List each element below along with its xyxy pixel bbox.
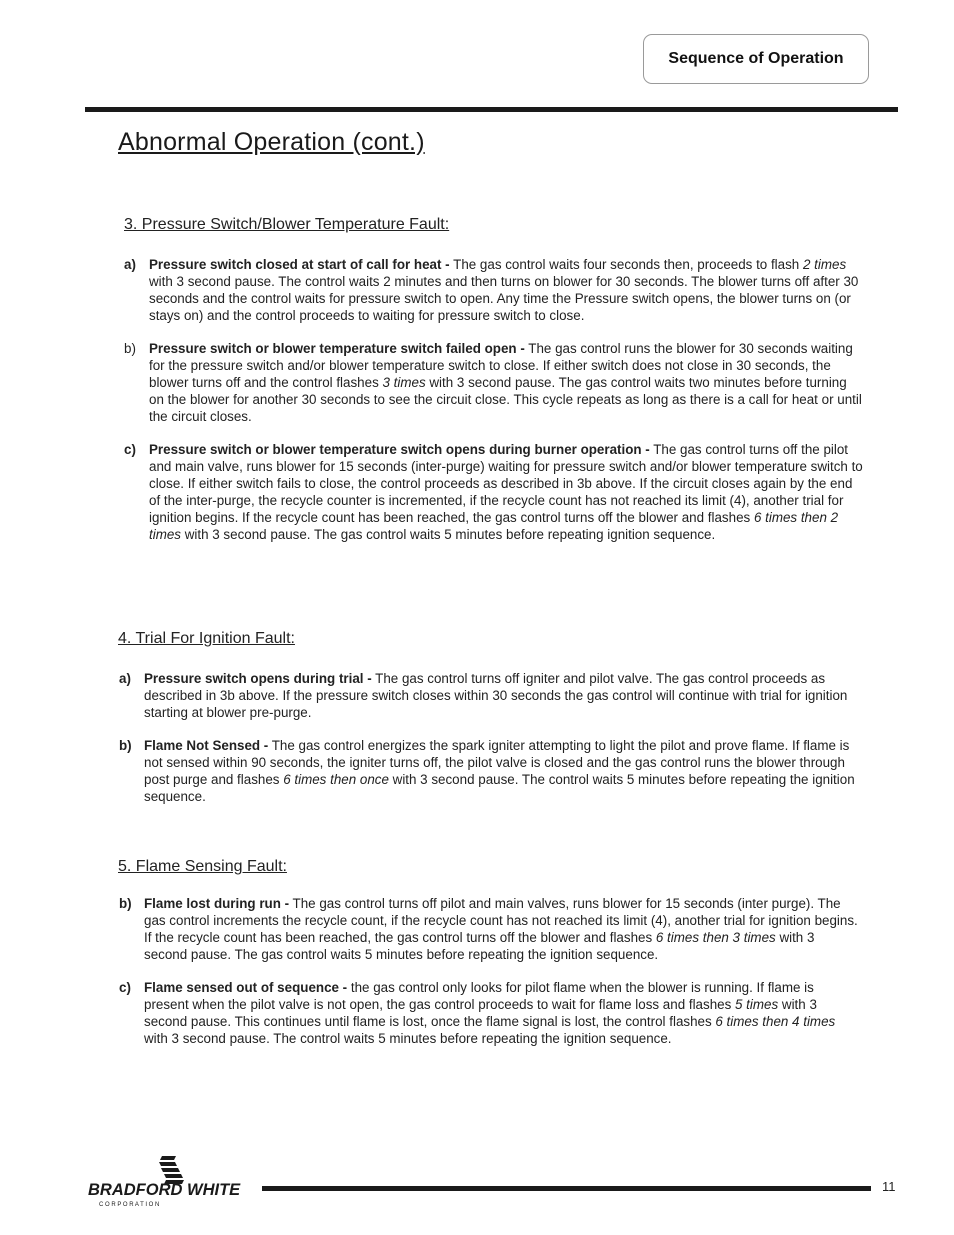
section-heading-pressure-switch: 3. Pressure Switch/Blower Temperature Fault: [124,216,450,233]
item-text: The gas control energizes the spark igniter attempting to light the pilot and prove flame. If flame is not sensed within 90 seconds, the igniter turns off, the pilot valve is closed and the gas control runs the blower through post purge and flashes [144,738,850,787]
list-item [119,895,859,963]
item-marker: b) [124,341,136,356]
item-lead: Flame lost during run - [144,896,290,911]
item-emphasis: 5 times [735,997,779,1012]
item-lead: Flame Not Sensed - [144,738,269,753]
item-text: with 3 second pause. The control waits 5 minutes before repeating the ignition sequence. [144,1031,672,1046]
item-marker: a) [119,671,131,686]
item-emphasis: 6 times then 3 times [655,930,776,945]
item-emphasis: 6 times then 4 times [715,1014,836,1029]
item-text: with 3 second pause. The gas control waits two minutes before turning on the blower for another 30 seconds to see the circuit close. This cycle repeats as long as there is a call for heat or until the circuit closes. [149,375,862,424]
section-heading-flame-sensing: 5. Flame Sensing Fault: [118,858,287,875]
item-text: with 3 second pause. The control waits 5 minutes before repeating the ignition sequence. [144,772,855,804]
list-item [119,670,859,721]
section-heading-trial-for-ignition: 4. Trial For Ignition Fault: [118,630,295,647]
item-marker: c) [119,980,131,995]
item-marker: b) [119,896,132,911]
logo-wordmark: BRADFORD WHITE [88,1181,241,1199]
section-tab [643,34,869,84]
top-divider [85,107,898,112]
item-text: with 3 second pause. The gas control waits 5 minutes before repeating the ignition sequence. [144,930,815,962]
item-text: with 3 second pause. The control waits 2 minutes and then turns on blower for 30 seconds. The blower turns off after 30 seconds and the control waits for pressure switch to open. Any time the Pressure switch opens, the blower turns on (or stays on) and the control proceeds to waiting for pressure switch to close. [149,274,859,323]
item-text: The gas control turns off the pilot and main valve, runs blower for 15 seconds (inter-purge) waiting for pressure switch and/or blower temperature switch to close. If either switch fails to close, the control proceeds as described in 3b above. If the circuit closes again by the end of the inter-purge, the recycle counter is incremented, if the recycle count has not reached its limit (4), another trial for ignition begins. If the recycle count has been reached, the gas control turns off the blower and flashes [149,442,863,525]
list-item [119,979,859,1047]
page-number: 11 [882,1179,896,1194]
item-marker: b) [119,738,132,753]
item-marker: a) [124,257,136,272]
list-item [124,340,864,425]
item-text: The gas control turns off pilot and main valves, runs blower for 15 seconds (inter purge). The gas control increments the recycle count, if the recycle count has not reached its limit (4), another trial for ignition begins. If the recycle count has been reached, the gas control turns off the blower and flashes [144,896,858,945]
item-lead: Pressure switch or blower temperature switch failed open - [149,341,525,356]
item-lead: Pressure switch or blower temperature switch opens during burner operation - [149,442,650,457]
section-tab-label: Sequence of Operation [668,50,844,67]
item-text: The gas control waits four seconds then, proceeds to flash [449,257,803,272]
item-emphasis: 2 times [802,257,847,272]
item-text: the gas control only looks for pilot flame when the blower is running. If flame is present when the pilot valve is not open, the gas control proceeds to wait for flame loss and flashes [144,980,814,1012]
item-text: The gas control turns off igniter and pilot valve. The gas control proceeds as described in 3b above. If the pressure switch closes within 30 seconds the gas control will continue with trial for ignition starting at blower pre-purge. [144,671,848,720]
item-lead: Flame sensed out of sequence - [144,980,348,995]
list-item [119,737,859,805]
list-item [124,441,864,543]
item-text: with 3 second pause. The gas control waits 5 minutes before repeating ignition sequence. [181,527,716,542]
bottom-divider [262,1186,871,1191]
item-emphasis: 3 times [382,375,426,390]
list-item [124,256,864,324]
logo-subtitle: C O R P O R A T I O N [99,1202,160,1208]
item-lead: Pressure switch closed at start of call for heat - [149,257,450,272]
item-marker: c) [124,442,136,457]
item-text: The gas control runs the blower for 30 seconds waiting for the pressure switch and/or blower temperature switch to close. If either switch does not close in 30 seconds, the blower turns off and the control flashes [149,341,853,390]
flame-logo-icon [159,1156,184,1184]
page-title: Abnormal Operation (cont.) [118,128,425,156]
item-emphasis: 6 times then 2 times [149,510,839,542]
item-text: with 3 second pause. This continues until flame is lost, once the flame signal is lost, the control flashes [144,997,817,1029]
item-lead: Pressure switch opens during trial - [144,671,372,686]
company-logo [86,1153,261,1209]
item-emphasis: 6 times then once [283,772,389,787]
